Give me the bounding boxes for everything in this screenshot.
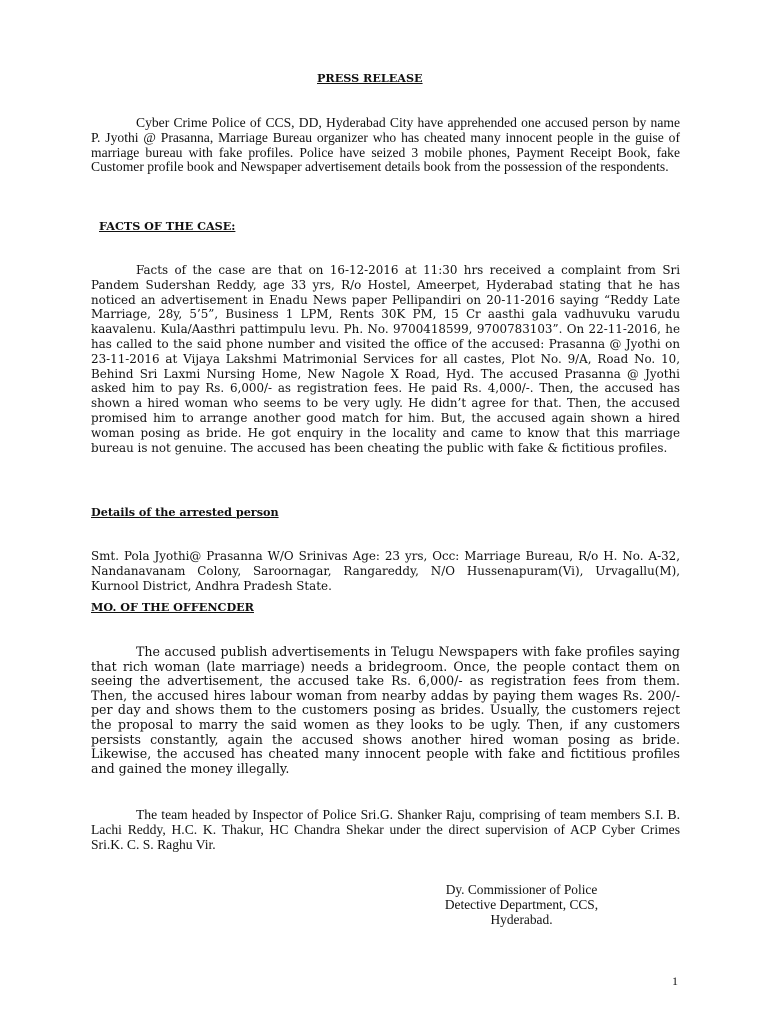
facts-paragraph: Facts of the case are that on 16-12-2016 at 11:30 hrs received a complaint from Sri Pandem Sudershan Reddy, age 33 yrs, R/o Hostel, Ameerpet, Hyderabad stating that he has noticed an advertisement in Enadu News paper Pellipandiri on 20-11-2016 saying “Reddy Late Marriage, 28y, 5’5”, Business 1 LPM, Rents 30K PM, 15 Cr aasthi gala vadhuvuku varudu kaavalenu. Kula/Aasthri pattimpulu levu. Ph. No. 9700418599, 9700783103”. On 22-11-2016, he has called to the said phone number and visited the office of the accused: Prasanna @ Jyothi on 23-11-2016 at Vijaya Lakshmi Matrimonial Services for all castes, Plot No. 9/A, Road No. 10, Behind Sri Laxmi Nursing Home, New Nagole X Road, Hyd. The accused Prasanna @ Jyothi asked him to pay Rs. 6,000/- as registration fees. He paid Rs. 4,000/-. Then, the accused has shown a hired woman who seems to be very ugly. He didn’t agree for that. Then, the accused promised him to arrange another good match for him. But, the accused again shown a hired woman posing as bride. He got enquiry in the locality and came to know that this marriage bureau is not genuine. The accused has been cheating the public with fake & fictitious profiles. xyxy=(91,263,680,455)
signature-line-designation: Dy. Commissioner of Police xyxy=(445,882,598,897)
intro-paragraph: Cyber Crime Police of CCS, DD, Hyderabad City have apprehended one accused person by name P. Jyothi @ Prasanna, Marriage Bureau organizer who has cheated many innocent people in the guise of marriage bureau with fake profiles. Police have seized 3 mobile phones, Payment Receipt Book, fake Customer profile book and Newspaper advertisement details book from the possession of the respondents. xyxy=(91,115,680,175)
signature-line-department: Detective Department, CCS, xyxy=(444,896,599,912)
mo-paragraph: The accused publish advertisements in Telugu Newspapers with fake profiles saying that rich woman (late marriage) needs a bridegroom. Once, the people contact them on seeing the advertisement, the accused take Rs. 6,000/- as registration fees from them. Then, the accused hires labour woman from nearby addas by paying them wages Rs. 200/- per day and shows them to the customers posing as brides. Usually, the customers reject the proposal to marry the said women as they looks to be ugly. Then, if any customers persists constantly, again the accused shows another hired woman posing as bride. Likewise, the accused has cheated many innocent people with fake and fictitious profiles and gained the money illegally. xyxy=(91,644,680,776)
page-number: 1 xyxy=(672,974,678,988)
facts-heading: FACTS OF THE CASE: xyxy=(99,219,236,233)
team-paragraph: The team headed by Inspector of Police Sri.G. Shanker Raju, comprising of team members S.I. B. Lachi Reddy, H.C. K. Thakur, HC Chandra Shekar under the direct supervision of ACP Cyber Crimes Sri.K. C. S. Raghu Vir. xyxy=(91,807,680,852)
arrested-heading: Details of the arrested person xyxy=(91,505,279,519)
signature-block xyxy=(424,883,619,927)
signature-line-city: Hyderabad. xyxy=(490,911,553,927)
mo-heading: MO. OF THE OFFENCDER xyxy=(91,600,254,614)
arrested-details: Smt. Pola Jyothi@ Prasanna W/O Srinivas Age: 23 yrs, Occ: Marriage Bureau, R/o H. No. A-32, Nandanavanam Colony, Saroornagar, Rangareddy, N/O Hussenapuram(Vi), Urvagallu(M), Kurnool District, Andhra Pradesh State. xyxy=(91,549,680,593)
press-release-title: PRESS RELEASE xyxy=(317,71,423,85)
